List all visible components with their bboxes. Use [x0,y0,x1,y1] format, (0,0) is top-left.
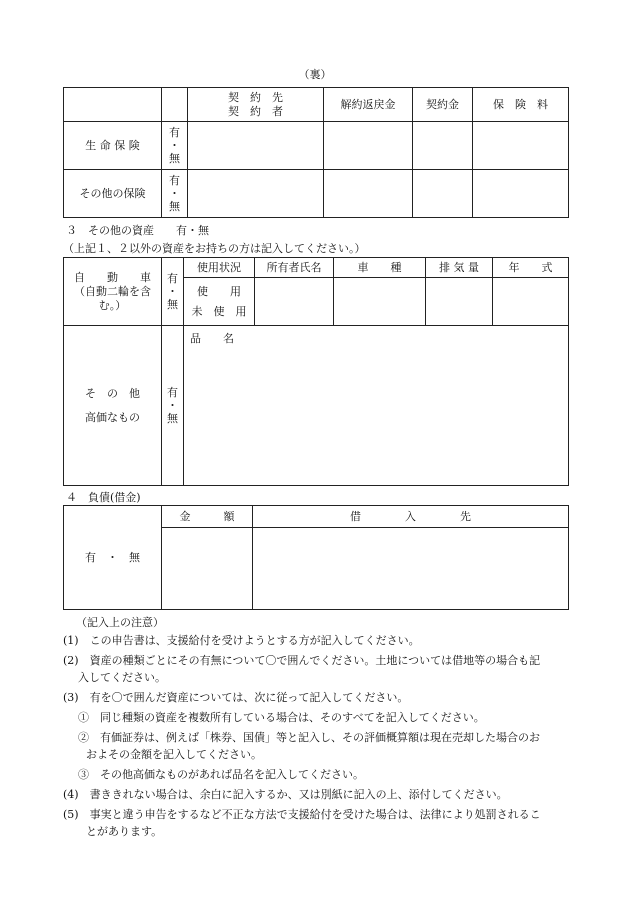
debt-yes-no-option[interactable]: 有 ・ 無 [64,506,162,610]
year-header: 年 式 [493,258,569,278]
surrender-refund-field[interactable] [324,122,413,170]
note-item: ③ その他高価なものがあれば品名を記入してください。 [78,768,364,781]
usage-header: 使用状況 [184,258,255,278]
note-item: ② 有価証券は、例えば「株券、国債」等と記入し、その評価概算額は現在売却した場合のお [78,731,540,744]
note-item: (4) 書ききれない場合は、余白に記入するか、又は別紙に記入の上、添付してください。 [63,788,508,801]
policyholder-field[interactable] [188,170,324,218]
insurance-table [63,87,569,218]
amount-field[interactable] [162,528,253,610]
table-row [64,122,569,170]
note-item: (2) 資産の種類ごとにその有無について〇で囲んでください。土地については借地等の場合も記 [63,654,541,667]
page-side-label: （裏） [298,68,332,81]
contract-amount-field[interactable] [413,122,473,170]
note-item: とがあります。 [86,825,163,838]
note-item: (1) この申告書は、支援給付を受けようとする方が記入してください。 [63,634,420,647]
note-item: (5) 事実と違う申告をするなど不正な方法で支援給付を受けた場合は、法律により処罰されるこ [63,808,541,821]
life-insurance-label: 生 命 保 険 [64,122,162,170]
other-assets-table [63,257,569,486]
note-item: ① 同じ種類の資産を複数所有している場合は、そのすべてを記入してください。 [78,711,485,724]
item-name-label: 品 名 [190,332,234,345]
owner-field[interactable] [255,278,334,326]
policyholder-field[interactable] [188,122,324,170]
section4-heading: ４ 負債(借金) [66,491,141,504]
model-field[interactable] [334,278,426,326]
premium-field[interactable] [473,170,569,218]
owner-header: 所有者氏名 [255,258,334,278]
amount-header: 金 額 [162,506,253,528]
displacement-field[interactable] [426,278,493,326]
section3-note: （上記１、２以外の資産をお持ちの方は記入してください。） [63,242,366,255]
year-field[interactable] [493,278,569,326]
usage-option[interactable]: 使 用 未 使 用 [184,278,255,326]
model-header: 車 種 [334,258,426,278]
lender-field[interactable] [253,528,569,610]
vehicle-label: 自 動 車 （自動二輪を含 む。） [64,258,162,326]
surrender-refund-header: 解約返戻金 [324,88,413,122]
policyholder-header: 契 約 先 契 約 者 [188,88,324,122]
premium-header: 保 険 料 [473,88,569,122]
surrender-refund-field[interactable] [324,170,413,218]
displacement-header: 排 気 量 [426,258,493,278]
other-insurance-label: その他の保険 [64,170,162,218]
section3-heading: ３ その他の資産 有・無 [66,224,209,237]
contract-amount-field[interactable] [413,170,473,218]
yes-no-option[interactable]: 有 ・ 無 [162,326,184,486]
note-item: (3) 有を〇で囲んだ資産については、次に従って記入してください。 [63,691,409,704]
valuables-label: そ の 他 高価なもの [64,326,162,486]
contract-amount-header: 契約金 [413,88,473,122]
lender-header: 借 入 先 [253,506,569,528]
yes-no-option[interactable]: 有 ・ 無 [162,122,188,170]
yes-no-option[interactable]: 有 ・ 無 [162,170,188,218]
corner-cell [64,88,162,122]
debt-table [63,505,569,610]
yes-no-option[interactable]: 有 ・ 無 [162,258,184,326]
item-name-field[interactable] [184,326,569,486]
note-item: 入してください。 [78,671,166,684]
note-item: およその金額を記入してください。 [86,748,262,761]
notes-title: （記入上の注意） [76,616,164,629]
premium-field[interactable] [473,122,569,170]
table-row [64,170,569,218]
